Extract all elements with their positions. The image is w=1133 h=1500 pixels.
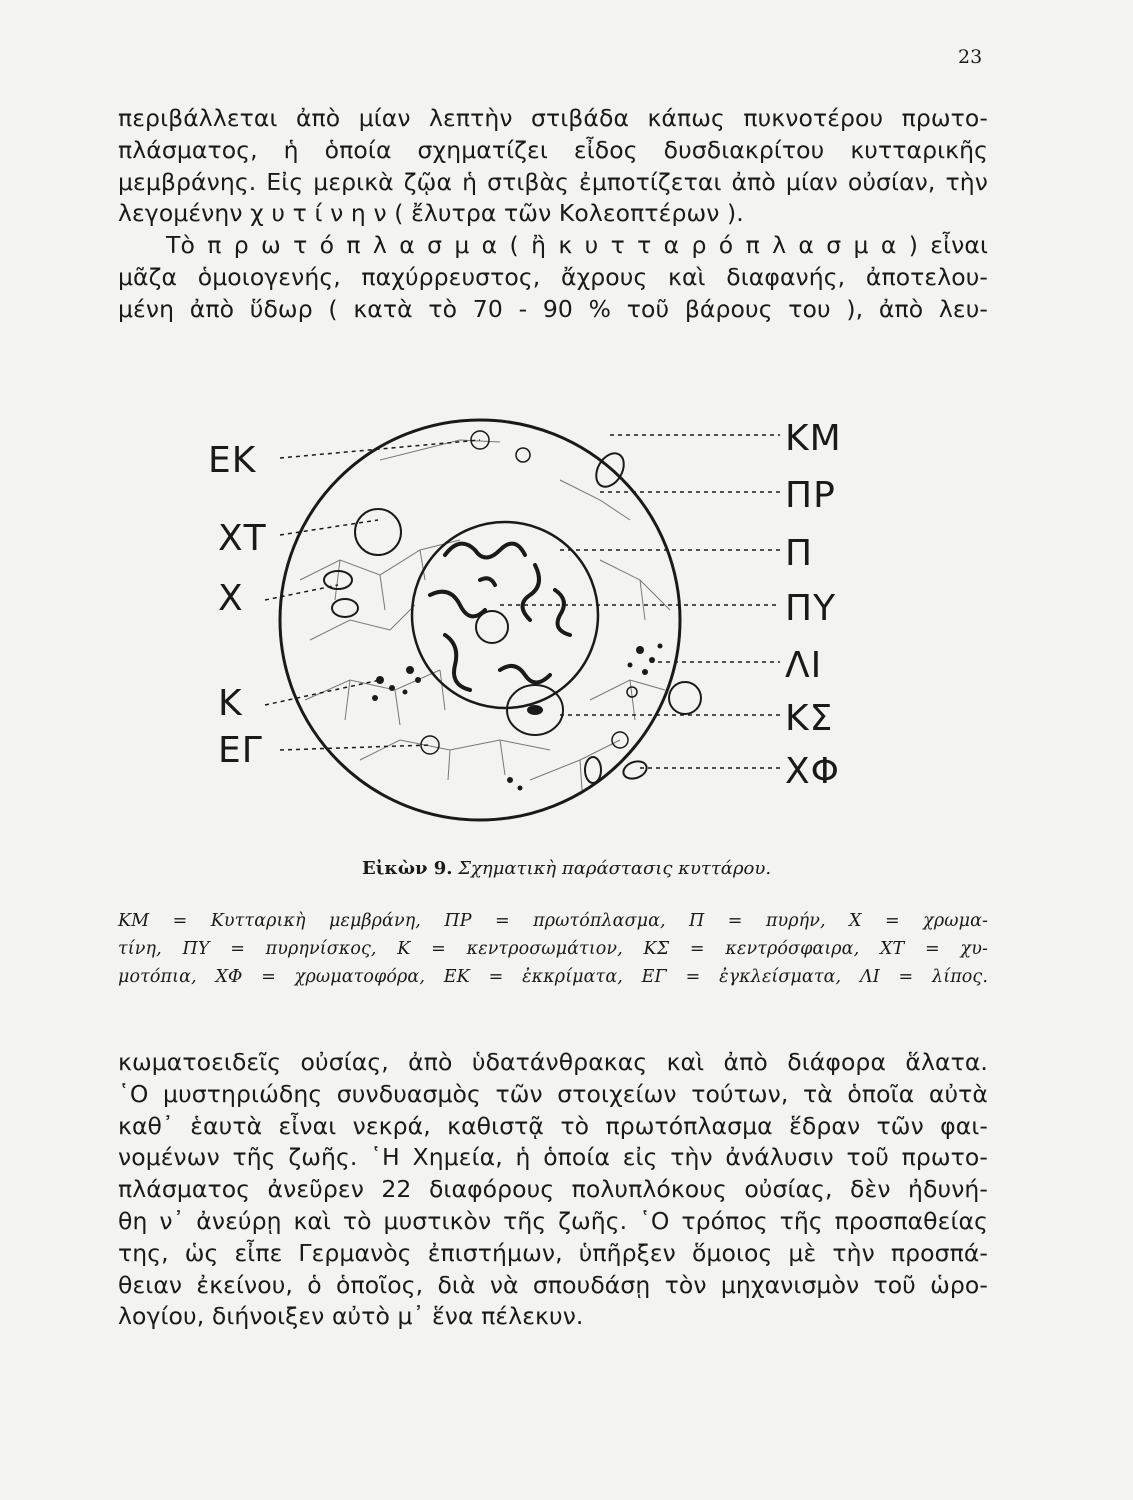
legend-line: τίνη, ΠΥ = πυρηνίσκος, Κ = κεντροσωμάτιον, ΚΣ = κεντρόσφαιρα, ΧΤ = χυ- — [118, 939, 988, 959]
label-ks: ΚΣ — [785, 698, 834, 739]
text-line: καθ᾿ ἑαυτὰ εἶναι νεκρά, καθιστᾷ τὸ πρωτόπλασμα ἕδραν τῶν φαι- — [118, 1111, 988, 1140]
label-li: ΛΙ — [785, 645, 823, 686]
page-number: 23 — [958, 46, 983, 68]
secretion-shape — [516, 448, 530, 462]
text-line: λεγομένην χ υ τ ί ν η ν ( ἔλυτρα τῶν Κολεοπτέρων ). — [118, 199, 744, 228]
nucleolus-shape — [476, 611, 508, 643]
chromatophore-shape — [621, 758, 649, 781]
label-pr: ΠΡ — [785, 475, 836, 516]
text-line: Τὸ π ρ ω τ ό π λ α σ μ α ( ἢ κ υ τ τ α ρ ό π λ α σ μ α ) εἶναι — [166, 231, 988, 260]
top-paragraph — [118, 103, 988, 326]
cell-diagram — [200, 380, 880, 840]
label-p: Π — [785, 533, 814, 574]
label-k: Κ — [218, 683, 243, 724]
centrosome-shape — [527, 705, 543, 715]
text-line: κωματοειδεῖς οὐσίας, ἀπὸ ὑδατάνθρακας καὶ ἀπὸ διάφορα ἅλατα. — [118, 1048, 988, 1076]
cell-diagram-svg — [200, 380, 880, 840]
figure-legend — [118, 907, 988, 991]
label-ek: ΕΚ — [208, 440, 257, 481]
text-line: μᾶζα ὁμοιογενής, παχύρρευστος, ἄχρους καὶ διαφανής, ἀποτελου- — [118, 262, 988, 291]
caption-text: Σχηματικὴ παράστασις κυττάρου. — [458, 858, 772, 879]
text-line: θη ν᾿ ἀνεύρῃ καὶ τὸ μυστικὸν τῆς ζωῆς. ῾Ο τρόπος τῆς προσπαθείας — [118, 1206, 988, 1235]
chromatophore-shape — [585, 757, 601, 783]
label-py: ΠΥ — [785, 588, 837, 629]
chromatophore-shape — [591, 448, 630, 491]
text-line: μεμβράνης. Εἰς μερικὰ ζῷα ἡ στιβὰς ἐμποτίζεται ἀπὸ μίαν οὐσίαν, τὴν — [118, 167, 988, 196]
cell-membrane-shape — [280, 420, 680, 820]
vacuole-shape — [355, 509, 401, 555]
figure-caption — [0, 858, 1133, 879]
text-line: θειαν ἐκείνου, ὁ ὁποῖος, διὰ νὰ σπουδάσῃ τὸν μηχανισμὸν τοῦ ὡρο- — [118, 1270, 988, 1299]
legend-line: ΚΜ = Κυτταρικὴ μεμβράνη, ΠΡ = πρωτόπλασμα, Π = πυρήν, Χ = χρωμα- — [118, 911, 988, 931]
text-line: νομένων τῆς ζωῆς. ῾Η Χημεία, ἡ ὁποία εἰς τὴν ἀνάλυσιν τοῦ πρωτο- — [118, 1143, 988, 1172]
label-xt: ΧΤ — [218, 518, 267, 559]
label-x: Χ — [218, 578, 244, 619]
caption-number: Εἰκὼν 9. — [361, 858, 453, 879]
text-line: πλάσματος ἀνεῦρεν 22 διαφόρους πολυπλόκους οὐσίας, δὲν ἠδυνή- — [118, 1175, 988, 1204]
text-line: περιβάλλεται ἀπὸ μίαν λεπτὴν στιβάδα κάπως πυκνοτέρου πρωτο- — [118, 104, 988, 132]
legend-line: μοτόπια, ΧΦ = χρωματοφόρα, ΕΚ = ἐκκρίματα, ΕΓ = ἐγκλείσματα, ΛΙ = λίπος. — [118, 967, 988, 987]
cytoplasm-network — [300, 440, 670, 790]
label-xf: ΧΦ — [785, 751, 840, 792]
chromatophore-shape — [332, 599, 358, 617]
label-km: ΚΜ — [785, 418, 842, 459]
bottom-paragraph — [118, 1047, 988, 1333]
text-line: ῾Ο μυστηριώδης συνδυασμὸς τῶν στοιχείων τούτων, τὰ ὁποῖα αὐτὰ — [118, 1079, 988, 1108]
chromatin-shape — [430, 544, 570, 690]
text-line: λογίου, διήνοιξεν αὐτὸ μ᾿ ἕνα πέλεκυν. — [118, 1302, 584, 1331]
vacuole-shape — [669, 682, 701, 714]
text-line: πλάσματος, ἡ ὁποία σχηματίζει εἶδος δυσδιακρίτου κυτταρικῆς — [118, 135, 988, 164]
text-line: της, ὡς εἶπε Γερμανὸς ἐπιστήμων, ὑπῆρξεν ὅμοιος μὲ τὴν προσπά- — [118, 1238, 988, 1267]
text-line: μένη ἀπὸ ὕδωρ ( κατὰ τὸ 70 - 90 % τοῦ βάρους του ), ἀπὸ λευ- — [118, 294, 988, 323]
label-eg: ΕΓ — [218, 730, 263, 771]
